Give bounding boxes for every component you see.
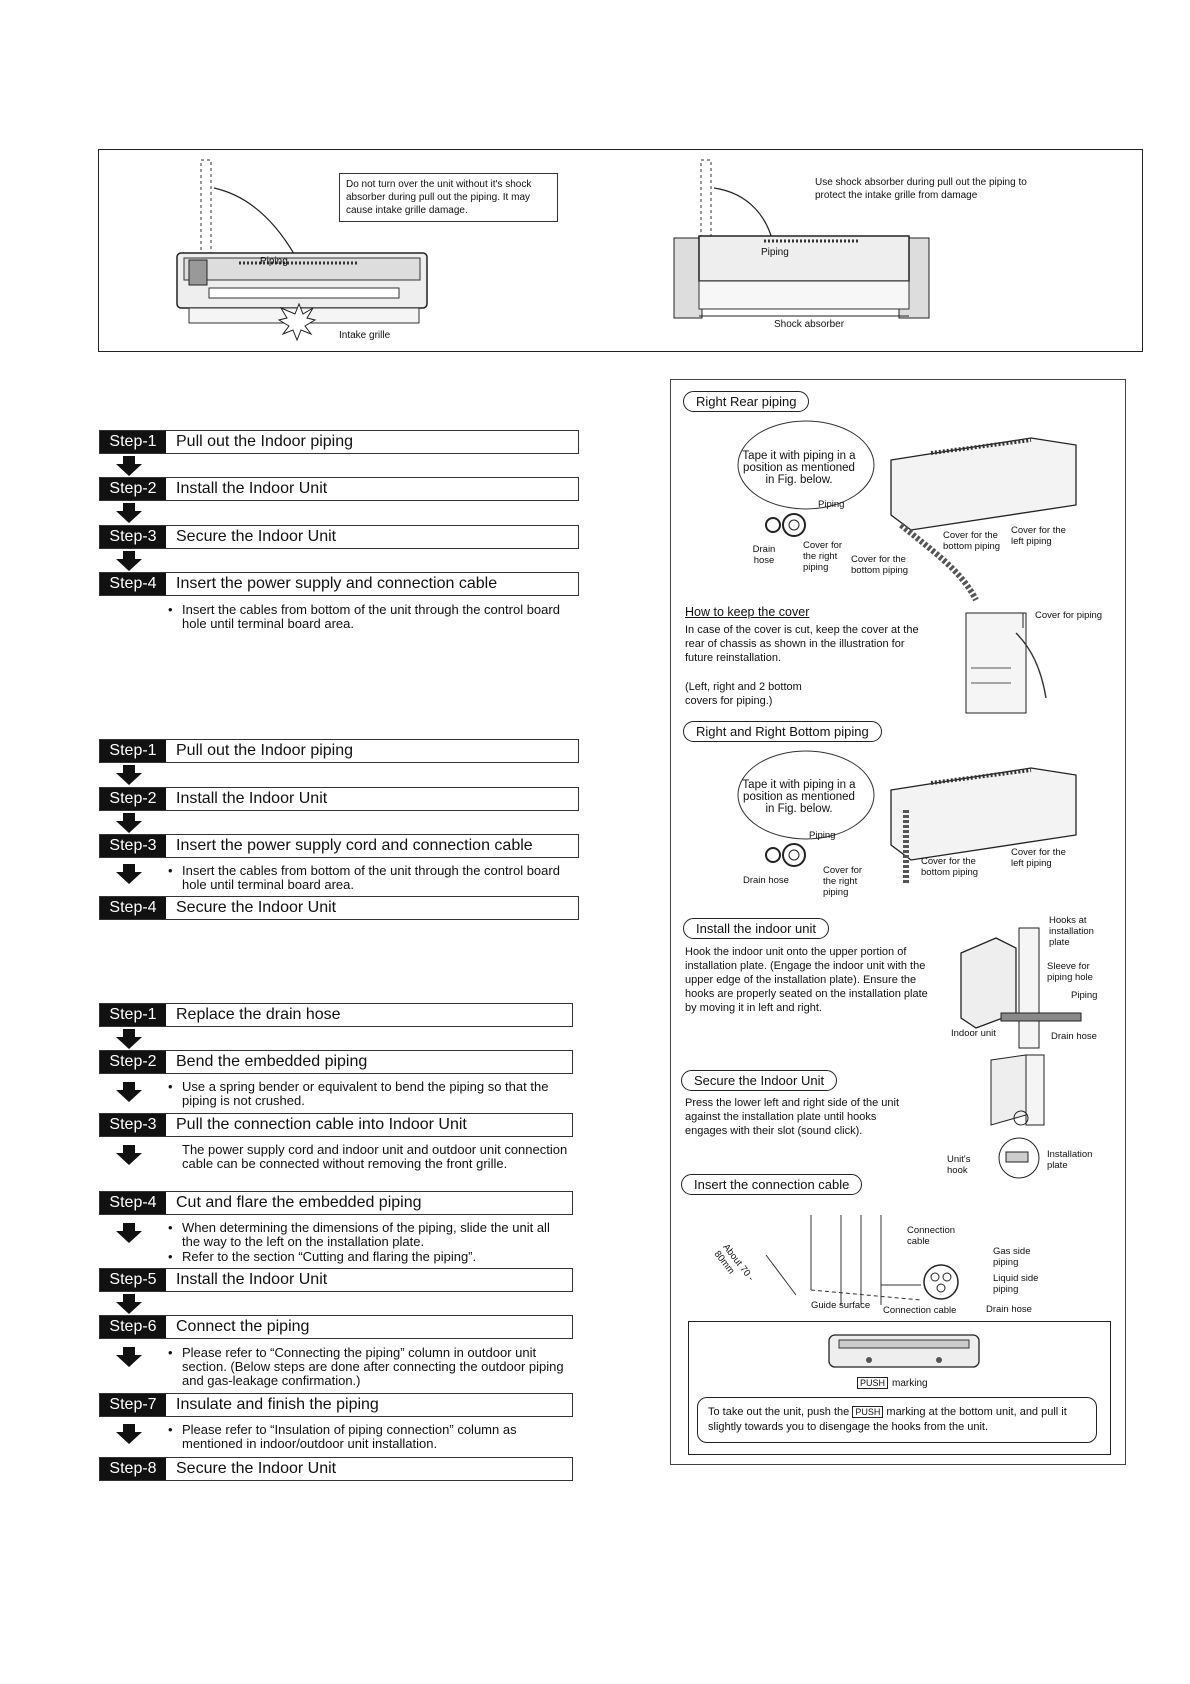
push-text-a: To take out the unit, push the — [708, 1406, 850, 1418]
top-figure-box — [98, 149, 1143, 352]
b-step-3 — [99, 834, 579, 858]
hooks-label: Hooks at installation plate — [1049, 915, 1094, 948]
down-arrow-icon — [116, 1424, 142, 1444]
down-arrow-icon — [116, 503, 142, 523]
down-arrow-icon — [116, 864, 142, 884]
down-arrow-icon — [116, 765, 142, 785]
step-tag: Step-1 — [100, 740, 166, 762]
step-tag: Step-6 — [100, 1316, 166, 1338]
rear-cloud-text: Tape it with piping in a position as mentioned in Fig. below. — [742, 450, 856, 486]
step-text: Pull out the Indoor piping — [176, 433, 354, 450]
b-step-4 — [99, 896, 579, 920]
step-tag: Step-7 — [100, 1394, 166, 1416]
c-note-6: • Please refer to “Connecting the piping” column in outdoor unit section. (Below steps are done after connecting the outdoor piping and gas-leakage confirmation.) — [168, 1346, 568, 1388]
down-arrow-icon — [116, 1347, 142, 1367]
rear-cover-bottom2-label: Cover for the bottom piping — [943, 530, 1001, 552]
rear-cover-bottom-label: Cover for the bottom piping — [851, 554, 909, 576]
down-arrow-icon — [116, 1145, 142, 1165]
step-text: Secure the Indoor Unit — [176, 1460, 337, 1477]
step-text: Replace the drain hose — [176, 1006, 341, 1023]
c-note-4a: • When determining the dimensions of the piping, slide the unit all the way to the left on the installation plate. — [168, 1221, 568, 1249]
bullet-text: Please refer to “Connecting the piping” column in outdoor unit section. (Below steps are done after connecting the outdoor piping and gas-leakage confirmation.) — [182, 1345, 564, 1388]
step-tag: Step-2 — [100, 1051, 166, 1073]
install-body: Hook the indoor unit onto the upper portion of installation plate. (Engage the indoor unit with the upper edge of the installation plate). Ensure the hooks are properly seated on the installation plate by moving it in left and right. — [685, 946, 928, 1014]
keep-cover-body2: (Left, right and 2 bottom covers for piping.) — [685, 681, 802, 707]
bottom-cover-right-label: Cover for the right piping — [823, 865, 863, 898]
a-bullet: • Insert the cables from bottom of the unit through the control board hole until terminal board area. — [168, 603, 568, 631]
down-arrow-icon — [116, 1223, 142, 1243]
shock-absorber-label: Shock absorber — [771, 319, 847, 330]
gas-side-label: Gas side piping — [993, 1246, 1031, 1268]
bullet-text: Use a spring bender or equivalent to bend the piping so that the piping is not crushed. — [182, 1079, 549, 1108]
down-arrow-icon — [116, 1029, 142, 1049]
right-rear-piping-title: Right Rear piping — [683, 391, 809, 412]
a-step-4 — [99, 572, 579, 596]
bottom-cover-left-label: Cover for the left piping — [1011, 847, 1066, 869]
about-dimension-label: About 70 - 80mm — [711, 1242, 756, 1284]
step-text: Bend the embedded piping — [176, 1053, 368, 1070]
push-text-b: marking at the bottom unit, and pull it slightly towards you to disengage the hooks from the unit. — [708, 1406, 1067, 1433]
keep-cover-body: In case of the cover is cut, keep the cover at the rear of chassis as shown in the illustration for future reinstallation. — [685, 624, 919, 664]
step-text: Connect the piping — [176, 1318, 310, 1335]
install-indoor-unit-title: Install the indoor unit — [683, 918, 829, 939]
step-tag: Step-1 — [100, 1004, 166, 1026]
c-step-4 — [99, 1191, 573, 1215]
intake-grille-label: Intake grille — [339, 330, 391, 341]
connection-cable-label-2: Connection cable — [883, 1305, 957, 1316]
keep-cover-title: How to keep the cover — [685, 605, 810, 619]
b-bullet: • Insert the cables from bottom of the unit through the control board hole until terminal board area. — [168, 864, 568, 892]
bottom-drain-label: Drain hose — [743, 875, 789, 886]
down-arrow-icon — [116, 813, 142, 833]
c-step-2 — [99, 1050, 573, 1074]
step-tag: Step-4 — [100, 1192, 166, 1214]
rear-drain-label: Drain hose — [752, 544, 776, 566]
step-text: Pull the connection cable into Indoor Unit — [176, 1116, 467, 1133]
a-step-2 — [99, 477, 579, 501]
c-step-5 — [99, 1268, 573, 1292]
cover-storage-illustration — [961, 608, 1081, 718]
install-piping-label: Piping — [1071, 990, 1098, 1001]
indoor-unit-label: Indoor unit — [951, 1028, 996, 1039]
secure-body: Press the lower left and right side of the unit against the installation plate until hooks engages with their slot (sound click). — [685, 1097, 900, 1137]
bottom-cover-bottom-label: Cover for the bottom piping — [921, 856, 979, 878]
step-text: Insulate and finish the piping — [176, 1396, 379, 1413]
units-hook-label: Unit's hook — [947, 1154, 971, 1176]
right-piping-label: Piping — [761, 247, 789, 258]
step-tag: Step-3 — [100, 835, 166, 857]
c-note-4b: • Refer to the section “Cutting and flaring the piping”. — [168, 1250, 568, 1264]
step-tag: Step-4 — [100, 897, 166, 919]
bullet-text: Insert the cables from bottom of the unit through the control board hole until terminal board area. — [182, 602, 560, 631]
connection-cable-label: Connection cable — [907, 1225, 956, 1247]
b-step-1 — [99, 739, 579, 763]
step-text: Secure the Indoor Unit — [176, 899, 337, 916]
install-drain-label: Drain hose — [1051, 1031, 1097, 1042]
right-panel — [670, 379, 1126, 1465]
cable-drain-label: Drain hose — [986, 1304, 1032, 1315]
c-note-3 — [168, 1143, 568, 1171]
rear-cover-right-label: Cover for the right piping — [803, 540, 843, 573]
c-step-8 — [99, 1457, 573, 1481]
marking-text: marking — [892, 1377, 928, 1389]
step-text: Cut and flare the embedded piping — [176, 1194, 422, 1211]
bottom-cloud-text: Tape it with piping in a position as mentioned in Fig. below. — [742, 779, 856, 815]
step-text: Install the Indoor Unit — [176, 480, 328, 497]
down-arrow-icon — [116, 1082, 142, 1102]
rear-cover-left-label: Cover for the left piping — [1011, 525, 1066, 547]
step-tag: Step-5 — [100, 1269, 166, 1291]
bullet-text: Refer to the section “Cutting and flaring the piping”. — [182, 1249, 477, 1264]
step-tag: Step-4 — [100, 573, 166, 595]
step-tag: Step-8 — [100, 1458, 166, 1480]
guide-surface-label: Guide surface — [811, 1300, 871, 1311]
sleeve-label: Sleeve for piping hole — [1047, 961, 1093, 983]
step-tag: Step-3 — [100, 526, 166, 548]
step-text: Pull out the Indoor piping — [176, 742, 354, 759]
bullet-text: Insert the cables from bottom of the unit through the control board hole until terminal board area. — [182, 863, 560, 892]
note-text: The power supply cord and indoor unit and outdoor unit connection cable can be connected without removing the front grille. — [182, 1142, 568, 1171]
bottom-piping-label: Piping — [809, 830, 836, 841]
step-text: Install the Indoor Unit — [176, 1271, 328, 1288]
a-step-1 — [99, 430, 579, 454]
step-tag: Step-2 — [100, 788, 166, 810]
installation-plate-label: Installation plate — [1047, 1149, 1093, 1171]
a-step-3 — [99, 525, 579, 549]
b-step-2 — [99, 787, 579, 811]
push-tag: PUSH — [857, 1377, 888, 1389]
insert-connection-cable-title: Insert the connection cable — [681, 1174, 862, 1195]
step-text: Secure the Indoor Unit — [176, 528, 337, 545]
down-arrow-icon — [116, 456, 142, 476]
c-step-7 — [99, 1393, 573, 1417]
push-tag-inline: PUSH — [852, 1406, 883, 1418]
right-warning-note: Use shock absorber during pull out the piping to protect the intake grille from damage — [815, 177, 1027, 201]
down-arrow-icon — [116, 1294, 142, 1314]
step-tag: Step-3 — [100, 1114, 166, 1136]
secure-indoor-unit-title: Secure the Indoor Unit — [681, 1070, 837, 1091]
cover-for-piping-label: Cover for piping — [1035, 610, 1103, 621]
step-text: Install the Indoor Unit — [176, 790, 328, 807]
c-note-7: • Please refer to “Insulation of piping connection” column as mentioned in indoor/outdoor unit installation. — [168, 1423, 568, 1451]
unit-bottom-illustration — [824, 1330, 984, 1375]
push-marking-caption — [857, 1377, 928, 1389]
push-box — [688, 1321, 1111, 1455]
down-arrow-icon — [116, 551, 142, 571]
c-step-3 — [99, 1113, 573, 1137]
step-text: Insert the power supply cord and connection cable — [176, 837, 533, 854]
c-step-1 — [99, 1003, 573, 1027]
rear-piping-label: Piping — [818, 499, 845, 510]
bullet-text: Please refer to “Insulation of piping connection” column as mentioned in indoor/outdoor unit installation. — [182, 1422, 517, 1451]
liquid-side-label: Liquid side piping — [993, 1273, 1039, 1295]
step-text: Insert the power supply and connection cable — [176, 575, 498, 592]
right-bottom-piping-title: Right and Right Bottom piping — [683, 721, 882, 742]
left-warning-note: Do not turn over the unit without it's shock absorber during pull out the piping. It may cause intake grille damage. — [339, 173, 558, 222]
step-tag: Step-2 — [100, 478, 166, 500]
push-instructions — [697, 1397, 1097, 1443]
right-rear-illustration — [731, 420, 1111, 570]
left-piping-label: Piping — [260, 256, 288, 267]
c-step-6 — [99, 1315, 573, 1339]
step-tag: Step-1 — [100, 431, 166, 453]
bullet-text: When determining the dimensions of the piping, slide the unit all the way to the left on the installation plate. — [182, 1220, 550, 1249]
c-note-2: • Use a spring bender or equivalent to bend the piping so that the piping is not crushed. — [168, 1080, 568, 1108]
